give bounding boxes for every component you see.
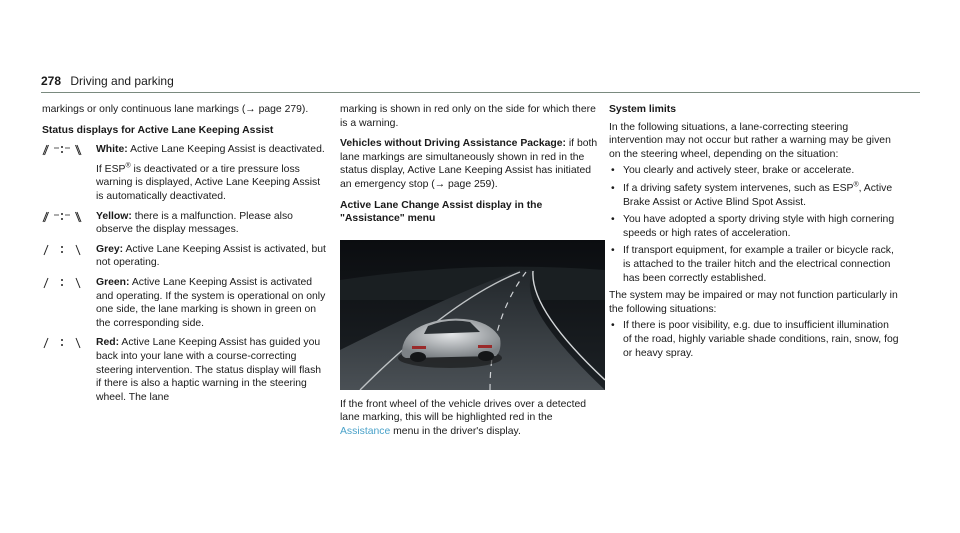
section-title: Driving and parking xyxy=(70,74,174,88)
system-limits-heading: System limits xyxy=(609,104,676,115)
white-text: Active Lane Keeping Assist is deactivated. xyxy=(130,144,325,156)
status-white-entry xyxy=(42,143,327,203)
grey-label: Grey: xyxy=(96,243,124,255)
yellow-label: Yellow: xyxy=(96,210,132,222)
red-label: Red: xyxy=(96,337,120,349)
vehicles-without-text: if both lane markings are simultaneously shown in red in the status display, Active Lane Keeping Assist has initiated an emergency stop (→ page 259). xyxy=(340,138,598,190)
green-text: Active Lane Keeping Assist is activated and operating. If the system is operational on only one side, the lane marking is shown in green on the corresponding side. xyxy=(96,276,326,329)
lane-keeping-red-icon xyxy=(42,337,82,349)
lane-keeping-white-icon xyxy=(42,144,82,156)
white-label: White: xyxy=(96,144,128,156)
column-left xyxy=(42,103,327,404)
list-item: • If a driving safety system intervenes, such as ESP®, Active Brake Assist or Active Blind Spot Assist. xyxy=(609,182,899,209)
lane-keeping-green-icon xyxy=(42,277,82,289)
status-displays-heading: Status displays for Active Lane Keeping Assist xyxy=(42,124,274,136)
lane-keeping-yellow-icon xyxy=(42,211,82,223)
impairment-paragraph: The system may be impaired or may not function particularly in the following situations: xyxy=(609,290,898,315)
vehicles-without-package-paragraph xyxy=(340,137,605,191)
continuation-text: marking is shown in red only on the side for which there is a warning. xyxy=(340,104,596,129)
white-note: If ESP® is deactivated or a tire pressure loss warning is displayed, Active Lane Keeping Assist is automatically deactivated. xyxy=(96,162,321,202)
list-item: • You have adopted a sporty driving style with high cornering speeds or high rates of acceleration. xyxy=(609,213,899,240)
column-middle xyxy=(340,103,605,439)
page-header xyxy=(41,74,174,88)
red-text: Active Lane Keeping Assist has guided you back into your lane with a course-correcting steering intervention. The status display will flash if there is also a haptic warning in the steering wheel. The lane xyxy=(96,337,322,403)
list-item: • You clearly and actively steer, brake or accelerate. xyxy=(609,164,899,178)
road-car-illustration xyxy=(340,240,605,390)
system-limits-intro: In the following situations, a lane-correcting steering intervention may not occur but rather a warning may be given on the steering wheel, depending on the situation: xyxy=(609,121,891,160)
intro-text: markings or only continuous lane markings (→ page 279). xyxy=(42,104,309,115)
assistance-menu-link[interactable]: Assistance xyxy=(340,425,391,437)
status-grey-entry xyxy=(42,243,327,270)
green-label: Green: xyxy=(96,276,130,288)
column-right xyxy=(609,103,899,364)
impairment-list xyxy=(609,319,899,360)
list-item: • If there is poor visibility, e.g. due to insufficient illumination of the road, highly variable shade conditions, rain, snow, fog or heavy spray. xyxy=(609,319,899,360)
yellow-text: there is a malfunction. Please also observe the display messages. xyxy=(96,210,293,236)
status-red-entry xyxy=(42,336,327,404)
header-divider xyxy=(41,92,920,93)
limits-list xyxy=(609,164,899,285)
illustration-caption: If the front wheel of the vehicle drives over a detected lane marking, this will be highlighted red in the Assistance menu in the driver's display. xyxy=(340,398,587,437)
lane-change-heading: Active Lane Change Assist display in the "Assistance" menu xyxy=(340,199,543,225)
list-item: • If transport equipment, for example a trailer or bicycle rack, is attached to the trailer hitch and the electrical connection has been correctly established. xyxy=(609,244,899,285)
grey-text: Active Lane Keeping Assist is activated, but not operating. xyxy=(96,243,326,269)
status-yellow-entry xyxy=(42,210,327,237)
lane-keeping-grey-icon xyxy=(42,244,82,256)
page-number: 278 xyxy=(41,74,62,88)
status-green-entry xyxy=(42,276,327,330)
vehicles-without-label: Vehicles without Driving Assistance Package: xyxy=(340,138,566,150)
